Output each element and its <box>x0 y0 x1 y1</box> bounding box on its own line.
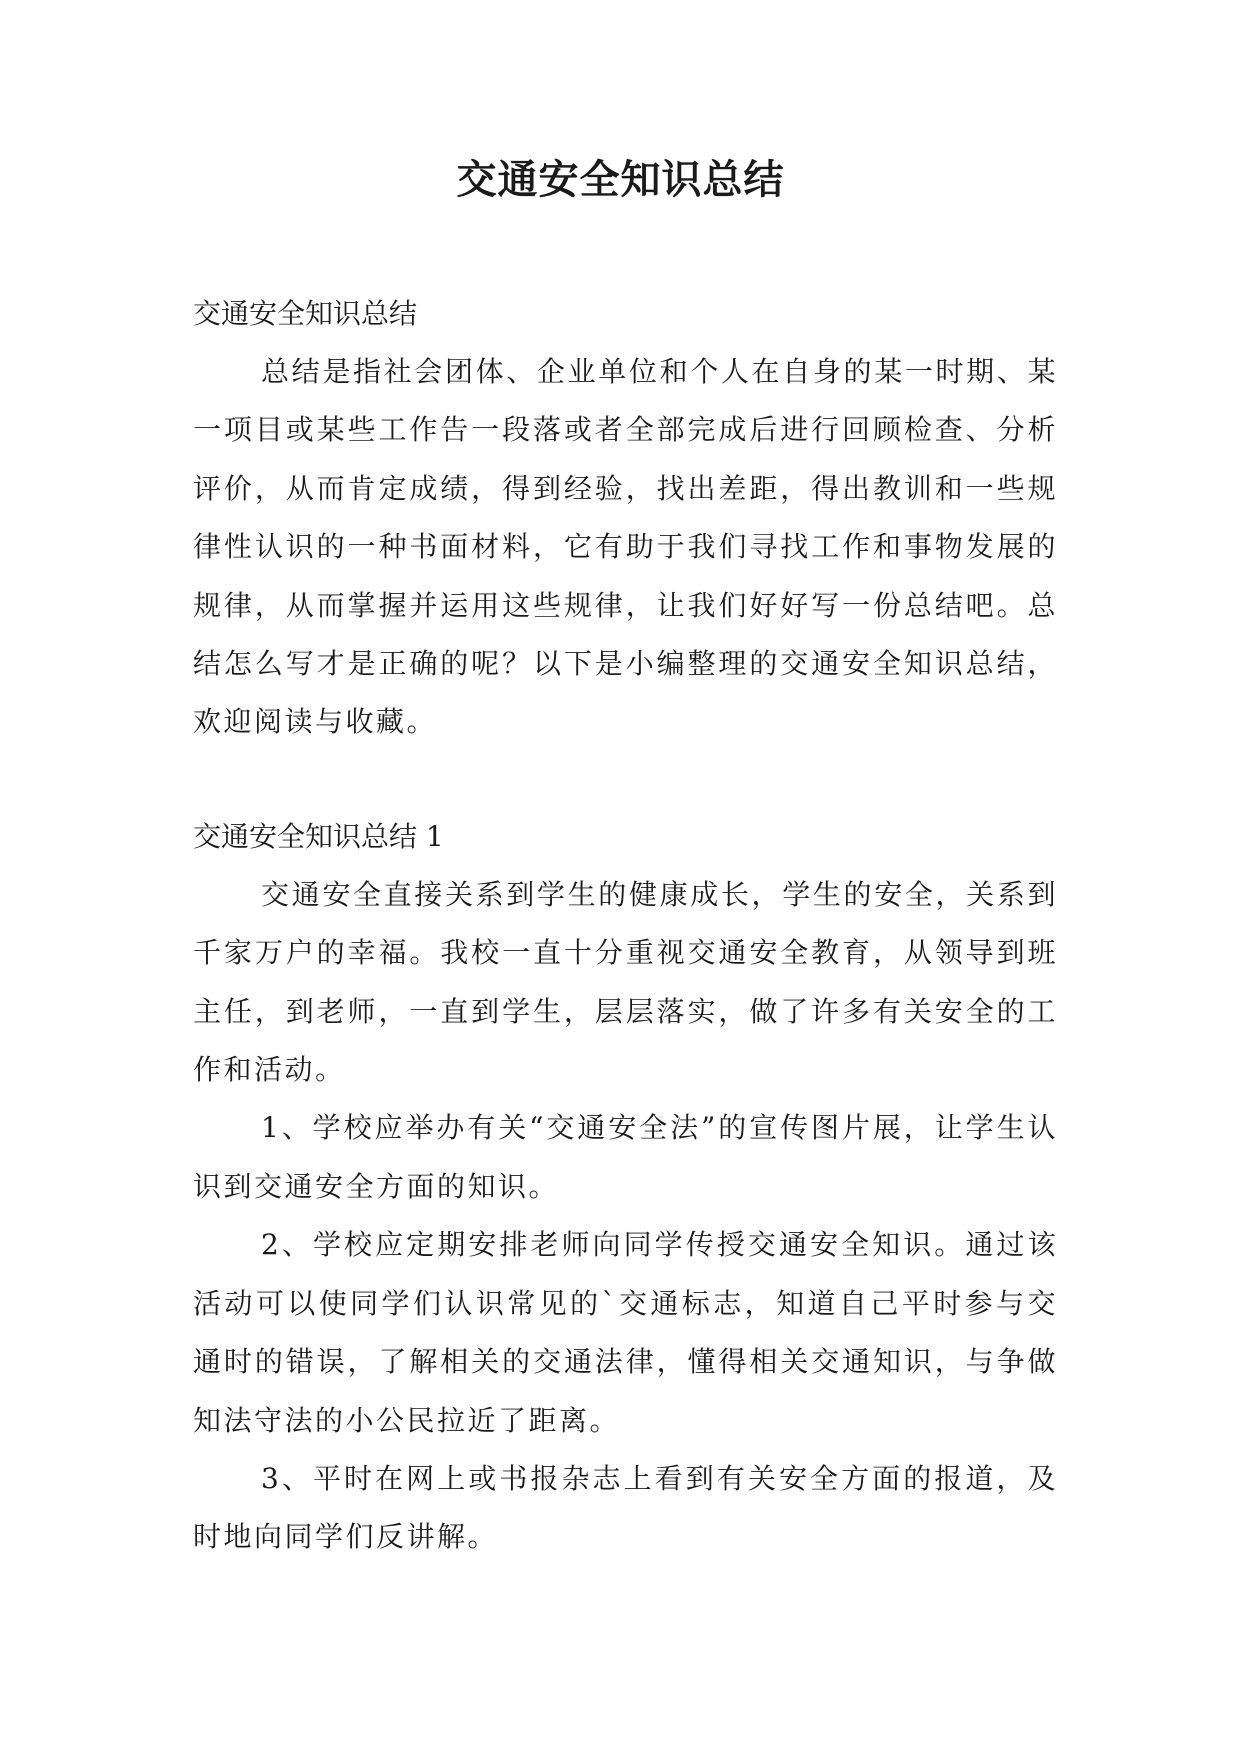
paragraph: 总结是指社会团体、企业单位和个人在自身的某一时期、某一项目或某些工作告一段落或者全部完成后进行回顾检查、分析评价，从而肯定成绩，得到经验，找出差距，得出教训和一些规律性认识的一种书面材料，它有助于我们寻找工作和事物发展的规律，从而掌握并运用这些规律，让我们好好写一份总结吧。总结怎么写才是正确的呢？以下是小编整理的交通安全知识总结，欢迎阅读与收藏。 <box>193 355 1058 739</box>
section-1 <box>193 808 1058 1567</box>
paragraph: 交通安全直接关系到学生的健康成长，学生的安全，关系到千家万户的幸福。我校一直十分重视交通安全教育，从领导到班主任，到老师，一直到学生，层层落实，做了许多有关安全的工作和活动。 <box>193 877 1058 1087</box>
document-body <box>193 285 1058 1567</box>
section-heading: 交通安全知识总结 1 <box>193 819 444 853</box>
document-title: 交通安全知识总结 <box>456 156 785 203</box>
paragraph: 3、平时在网上或书报杂志上看到有关安全方面的报道，及时地向同学们反讲解。 <box>193 1461 1058 1554</box>
section-intro <box>193 285 1058 752</box>
section-heading: 交通安全知识总结 <box>193 297 418 330</box>
section-spacer <box>193 752 1058 808</box>
paragraph: 1、学校应举办有关“交通安全法”的宣传图片展，让学生认识到交通安全方面的知识。 <box>193 1111 1058 1203</box>
paragraph: 2、学校应定期安排老师向同学传授交通安全知识。通过该活动可以使同学们认识常见的`交通标志，知道自己平时参与交通时的错误，了解相关的交通法律，懂得相关交通知识，与争做知法守法的小公民拉近了距离。 <box>193 1228 1058 1437</box>
